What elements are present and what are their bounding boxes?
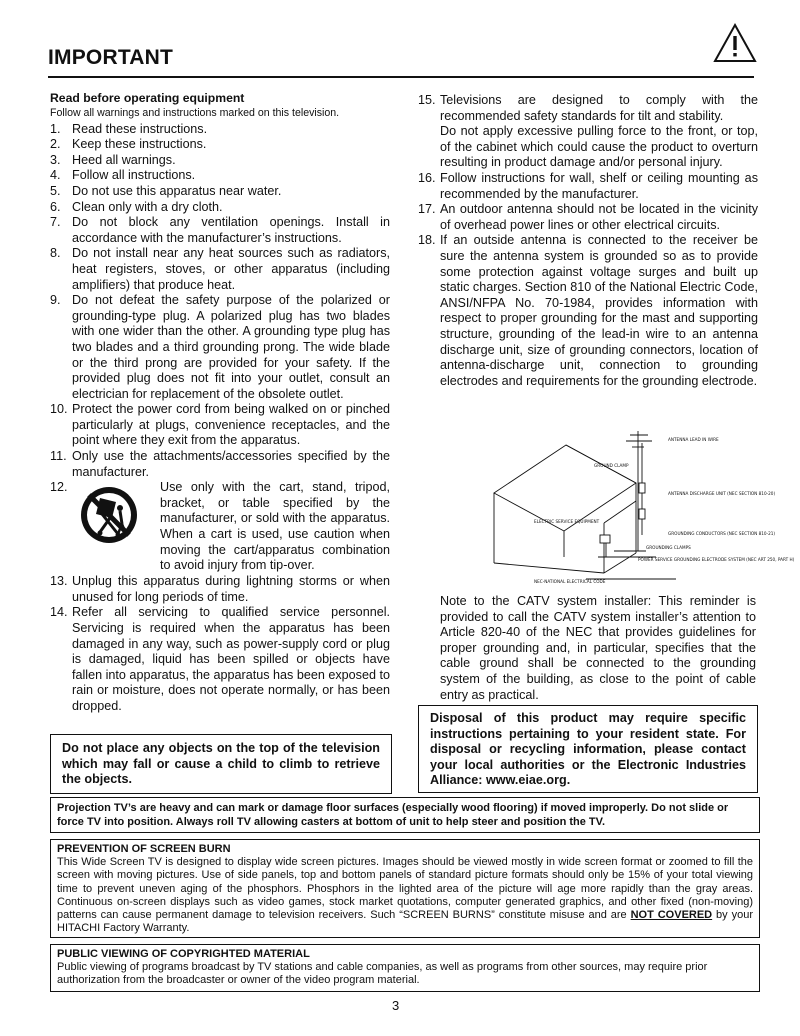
list-item (418, 233, 758, 389)
title-rule (48, 76, 754, 78)
list-item (50, 293, 390, 402)
item-number: 13. (50, 574, 68, 589)
item-number (418, 124, 440, 171)
item-text: Do not install near any heat sources such as radiators, heat registers, stoves, or other apparatus (including amplifiers) that produce heat. (72, 246, 390, 292)
cart-warning-icon-wrap (72, 480, 160, 574)
item-text: Unplug this apparatus during lightning storms or when unused for long periods of time. (72, 574, 390, 604)
label-conductors: GROUNDING CONDUCTORS (NEC SECTION 810-21) (668, 531, 776, 536)
antenna-grounding-diagram (486, 423, 795, 585)
list-item (50, 402, 390, 449)
label-service: ELECTRIC SERVICE EQUIPMENT (534, 519, 600, 524)
item-number: 18. (418, 233, 436, 248)
list-item (50, 168, 390, 184)
item-text: Clean only with a dry cloth. (72, 199, 223, 214)
item-text: Do not use this apparatus near water. (72, 183, 282, 198)
list-item (418, 171, 758, 202)
warning-triangle-icon (712, 22, 758, 64)
list-item (50, 246, 390, 293)
item-text: Refer all servicing to qualified service personnel. Servicing is required when the apparatus has been damaged in any way, such as power-supply cord or plug is damaged, liquid has been spilled or objects have fallen into apparatus, the apparatus has been exposed to rain or moisture, does not operate normally, or has been dropped. (72, 605, 390, 713)
item-text: Keep these instructions. (72, 137, 207, 152)
item-text: Do not defeat the safety purpose of the polarized or grounding-type plug. A polarized plug has two blades with one wider than the other. A grounding type plug has two blades and a third grounding prong. The wide blade or the third prong are provided for your safety. If the provided plug does not fit into your outlet, consult an electrician for replacement of the obsolete outlet. (72, 293, 390, 401)
instruction-list (50, 122, 390, 715)
disposal-box (418, 705, 758, 793)
screen-burn-content (57, 843, 753, 935)
projection-warning-text: Projection TV’s are heavy and can mark or damage floor surfaces (especially wood flooring) if moved improperly. Do not slide or force TV into position. Always roll TV allowing casters at bottom of unit to help steer and position the TV. (57, 802, 729, 828)
item-number: 2. (50, 137, 61, 152)
label-ground-clamps: GROUNDING CLAMPS (646, 545, 691, 550)
section-heading: Read before operating equipment (50, 91, 245, 105)
not-covered-text: NOT COVERED (630, 909, 713, 922)
item-number: 10. (50, 402, 68, 417)
disposal-box-text: Disposal of this product may require specific instructions pertaining to your resident state. For disposal or recycling information, please contact your local authorities or the Electronic Industries Alliance: www.eiae.org. (430, 711, 746, 788)
projection-warning-box (50, 797, 760, 833)
list-item (50, 574, 390, 605)
item-number: 1. (50, 121, 61, 136)
list-item (50, 449, 390, 480)
right-column (418, 93, 758, 389)
item-number: 14. (50, 605, 68, 620)
cart-tipover-icon (78, 484, 140, 546)
list-item (50, 215, 390, 246)
list-item (50, 200, 390, 216)
item-text: If an outside antenna is connected to the receiver be sure the antenna system is grounded so as to provide some protection against voltage surges and built up static charges. Section 810 of the National Electric Code, ANSI/NFPA No. 70-1984, provides information with respect to proper grounding for the mast and supporting structure, grounding of the lead-in wire to an antenna discharge unit, size of grounding connectors, location of antenna-discharge unit, connection to grounding electrodes and requirements for the grounding electrode. (440, 233, 758, 388)
item-text: Protect the power cord from being walked on or pinched particularly at plugs, convenience receptacles, and the point where they exit from the apparatus. (72, 402, 390, 448)
list-item (50, 122, 390, 138)
item-number: 16. (418, 170, 436, 185)
item-text: Televisions are designed to comply with the recommended safety standards for tilt and stability. (440, 93, 758, 123)
section-subheading: Follow all warnings and instructions marked on this television. (50, 106, 340, 119)
label-electrode: POWER SERVICE GROUNDING ELECTRODE SYSTEM (NEC ART 250, PART H) (638, 557, 795, 562)
list-item (50, 480, 390, 574)
public-viewing-content (57, 948, 753, 988)
catv-note: Note to the CATV system installer: This reminder is provided to call the CATV system installer’s attention to Article 820-40 of the NEC that provides guidelines for proper grounding and, in particular, specifies that the cable ground shall be connected to the grounding system of the building, as close to the point of cable entry as practical. (440, 594, 756, 702)
item-text: Do not block any ventilation openings. Install in accordance with the manufacturer’s instructions. (72, 215, 390, 245)
item-text: Use only with the cart, stand, tripod, bracket, or table specified by the manufacturer, or sold with the apparatus. When a cart is used, use caution when moving the cart/apparatus combination to avoid injury from tip-over. (160, 480, 390, 573)
public-viewing-box (50, 944, 760, 992)
item-number: 12. (50, 480, 68, 495)
item-text: Only use the attachments/accessories specified by the manufacturer. (72, 449, 390, 479)
item-text: Follow instructions for wall, shelf or ceiling mounting as recommended by the manufacturer. (440, 170, 758, 201)
item-text: Heed all warnings. (72, 152, 176, 167)
screen-burn-text (57, 856, 753, 935)
page-number: 3 (392, 998, 400, 1013)
list-item (50, 605, 390, 714)
page-title: IMPORTANT (48, 46, 174, 69)
screen-burn-heading: PREVENTION OF SCREEN BURN (57, 843, 231, 855)
label-discharge: ANTENNA DISCHARGE UNIT (NEC SECTION 810-20) (668, 491, 776, 496)
label-ground-clamp: GROUND CLAMP (594, 463, 629, 468)
item-number: 15. (418, 93, 436, 107)
item-number: 11. (50, 449, 67, 464)
list-item (50, 137, 390, 153)
list-item (418, 202, 758, 233)
public-viewing-heading: PUBLIC VIEWING OF COPYRIGHTED MATERIAL (57, 948, 310, 960)
warning-box (50, 734, 392, 794)
item-number: 5. (50, 183, 61, 198)
item-text: Read these instructions. (72, 121, 208, 136)
item-text: Do not apply excessive pulling force to the front, or top, of the cabinet which could cause the product to overturn resulting in product damage and/or personal injury. (440, 124, 758, 170)
label-antenna: ANTENNA LEAD IN WIRE (668, 437, 719, 442)
item-number: 9. (50, 293, 61, 308)
item-text: Follow all instructions. (72, 168, 196, 183)
list-item (418, 124, 758, 171)
item-number: 6. (50, 199, 61, 214)
screen-burn-text-end: by your HITACHI Factory Warranty. (57, 909, 753, 935)
item-text: An outdoor antenna should not be located in the vicinity of overhead power lines or other electrical circuits. (440, 202, 758, 232)
screen-burn-text-main: This Wide Screen TV is designed to display wide screen pictures. Images should be viewed mostly in wide screen format or zoomed to fill the screen with moving pictures. Use of side panels, top and bottom panels of standard picture formats should only be 15% of your total viewing time to prevent uneven aging of the phosphors. Phosphors in the lighted area of the picture will age more rapidly than the gray areas. Continuous on-screen displays such as video games, stock market quotations, computer generated graphics, and other fixed (non-moving) patterns can cause permanent damage to television receivers. Such “SCREEN BURNS” constitute misuse and are (57, 856, 753, 922)
label-nec: NEC-NATIONAL ELECTRICAL CODE (534, 579, 606, 584)
item-number: 4. (50, 168, 61, 183)
list-item (50, 184, 390, 200)
list-item (418, 93, 758, 124)
public-viewing-text: Public viewing of programs broadcast by TV stations and cable companies, as well as programs from other sources, may require prior authorization from the broadcaster or owner of the video program material. (57, 961, 708, 987)
screen-burn-box (50, 839, 760, 938)
warning-box-text: Do not place any objects on the top of the television which may fall or cause a child to climb to retrieve the objects. (62, 741, 380, 787)
item-number: 8. (50, 246, 61, 261)
item-number: 3. (50, 152, 61, 167)
list-item (50, 153, 390, 169)
item-number: 17. (418, 202, 436, 217)
left-column (50, 91, 390, 715)
item-number: 7. (50, 215, 61, 230)
